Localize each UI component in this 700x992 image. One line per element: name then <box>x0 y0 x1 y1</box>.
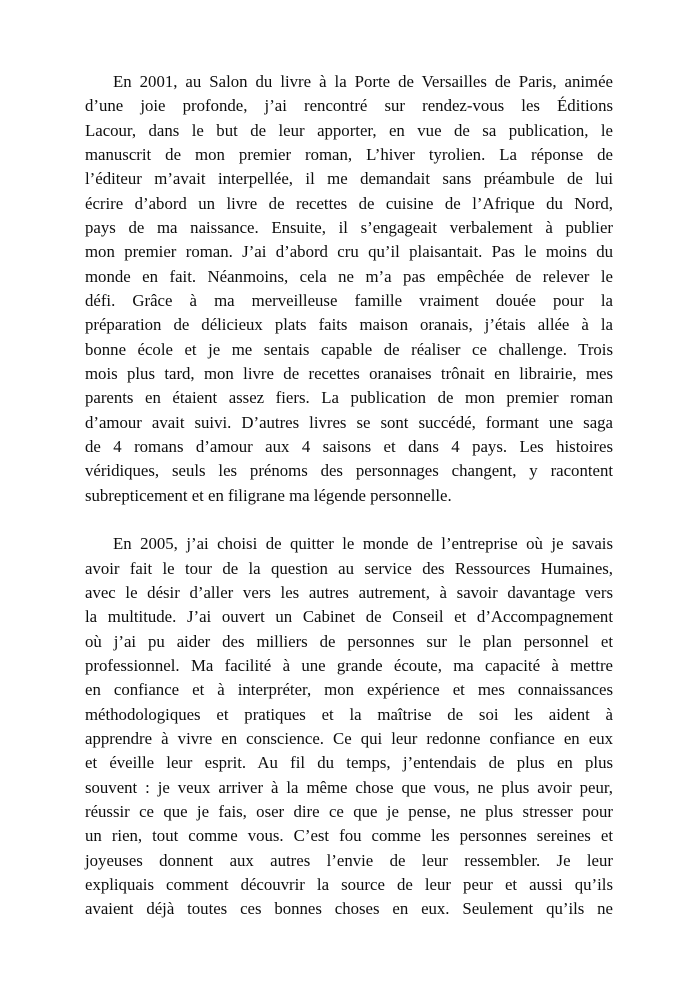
text-line: d’amour avait suivi. D’autres livres se sont succédé, formant une saga <box>85 412 613 432</box>
text-line: d’une joie profonde, j’ai rencontré sur rendez-vous les Éditions <box>85 96 613 116</box>
text-line: En 2001, au Salon du livre à la Porte de Versailles de Paris, animée <box>113 72 613 91</box>
text-line: apprendre à vivre en conscience. Ce qui leur redonne confiance en eux <box>85 728 613 748</box>
text-line: écrire d’abord un livre de recettes de cuisine de l’Afrique du Nord, <box>85 193 613 213</box>
text-line: subrepticement et en filigrane ma légende personnelle. <box>85 485 452 505</box>
text-line: avoir fait le tour de la question au service des Ressources Humaines, <box>85 558 613 578</box>
text-line: manuscrit de mon premier roman, L’hiver tyrolien. La réponse de <box>85 144 613 164</box>
text-line: pays de ma naissance. Ensuite, il s’engageait verbalement à publier <box>85 217 613 237</box>
page-text-block <box>85 70 613 921</box>
text-line: souvent : je veux arriver à la même chose que vous, ne plus avoir peur, <box>85 777 613 797</box>
text-line: avec le désir d’aller vers les autres autrement, à savoir davantage vers <box>85 582 613 602</box>
text-line: défi. Grâce à ma merveilleuse famille vraiment douée pour la <box>85 290 613 310</box>
text-line: En 2005, j’ai choisi de quitter le monde de l’entreprise où je savais <box>113 534 613 554</box>
text-line: en confiance et à interpréter, mon expérience et mes connaissances <box>85 680 613 700</box>
text-line: monde en fait. Néanmoins, cela ne m’a pas empêchée de relever le <box>85 266 613 286</box>
text-line: l’éditeur m’avait interpellée, il me demandait sans préambule de lui <box>85 169 613 189</box>
text-line: la multitude. J’ai ouvert un Cabinet de Conseil et d’Accompagnement <box>85 607 613 627</box>
text-line: joyeuses donnent aux autres l’envie de leur ressembler. Je leur <box>85 850 613 870</box>
text-line: professionnel. Ma facilité à une grande écoute, ma capacité à mettre <box>85 655 613 675</box>
text-line: véridiques, seuls les prénoms des personnages changent, y racontent <box>85 461 613 481</box>
text-line: mon premier roman. J’ai d’abord cru qu’il plaisantait. Pas le moins du <box>85 242 613 262</box>
text-line: un rien, tout comme vous. C’est fou comme les personnes sereines et <box>85 826 613 846</box>
text-line: méthodologiques et pratiques et la maîtrise de soi les aident à <box>85 704 613 724</box>
text-line: bonne école et je me sentais capable de réaliser ce challenge. Trois <box>85 339 613 359</box>
text-line: réussir ce que je fais, oser dire ce que je pense, ne plus stresser pour <box>85 801 613 821</box>
text-line: mois plus tard, mon livre de recettes oranaises trônait en librairie, mes <box>85 363 613 383</box>
paragraph-2 <box>85 532 613 921</box>
text-line: parents en étaient assez fiers. La publication de mon premier roman <box>85 388 613 408</box>
text-line: de 4 romans d’amour aux 4 saisons et dans 4 pays. Les histoires <box>85 436 613 456</box>
text-line: expliquais comment découvrir la source de leur peur et aussi qu’ils <box>85 874 613 894</box>
text-line: avaient déjà toutes ces bonnes choses en eux. Seulement qu’ils ne <box>85 899 613 919</box>
text-line: où j’ai pu aider des milliers de personnes sur le plan personnel et <box>85 631 613 651</box>
text-line: et éveille leur esprit. Au fil du temps, j’entendais de plus en plus <box>85 753 613 773</box>
paragraph-1 <box>85 70 613 508</box>
text-line: Lacour, dans le but de leur apporter, en vue de sa publication, le <box>85 120 613 140</box>
text-line: préparation de délicieux plats faits maison oranais, j’étais allée à la <box>85 315 613 335</box>
